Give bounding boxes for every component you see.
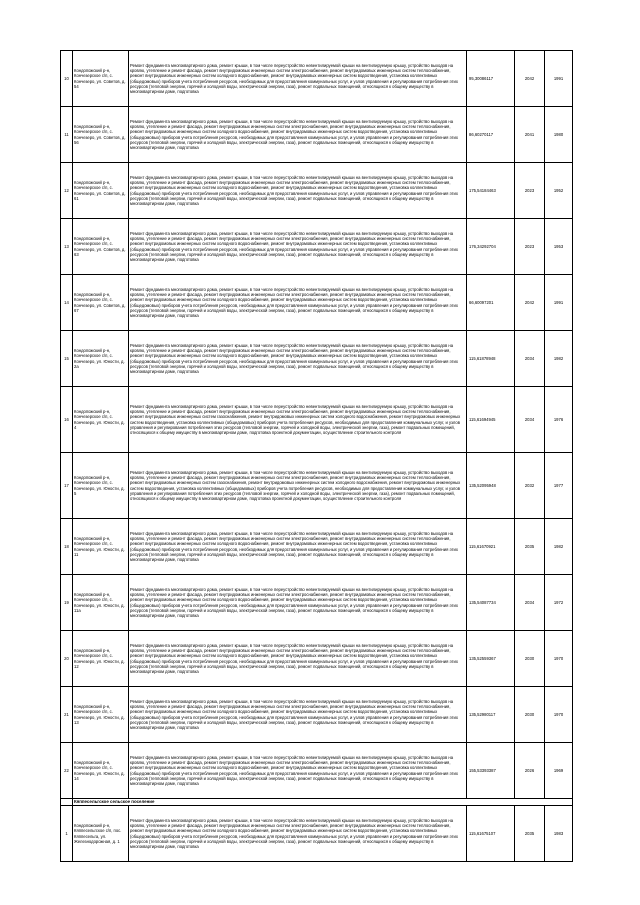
row-number: 11	[61, 107, 73, 163]
works-description-cell: Ремонт фундамента многоквартирного дома, ремонт крыши, в том числе переустройство невентилируемой крыши на вентилируемую крышу, устройство выходов на кровлю, утепление и ремонт фасада, ремонт внутридомовых инженерных систем электроснабжения, ремонт внутридомовых инженерных систем теплоснабжения, ремонт внутридомовых инженерных систем холодного водоснабжения, ремонт внутридомовых инженерных систем водоотведения, установка коллективных (общедомовых) приборов учета потребления ресурсов, необходимых для предоставления коммунальных услуг, и узлов управления и регулирования потребления этих ресурсов (тепловой энергии, горячей и холодной воды, электрической энергии, газа), ремонт подвальных помещений, относящихся к общему имуществу в многоквартирном доме, подготовка	[129, 519, 467, 575]
table-row	[61, 631, 573, 687]
works-description-cell: Ремонт фундамента многоквартирного дома, ремонт крыши, в том числе переустройство невентилируемой крыши на вентилируемую крышу, устройство выходов на кровлю, утепление и ремонт фасада, ремонт внутридомовых инженерных систем электроснабжения, ремонт внутридомовых инженерных систем теплоснабжения, ремонт внутридомовых инженерных систем газоснабжения, ремонт внутридомовых инженерных систем холодного водоснабжения, ремонт внутридомовых инженерных систем водоотведения, установка коллективных (общедомовых) приборов учета потребления ресурсов, необходимых для предоставления коммунальных услуг, и узлов управления и регулирования потребления этих ресурсов (тепловой энергии, горячей и холодной воды, электрической энергии, газа), ремонт подвальных помещений, относящихся к общему имуществу в многоквартирном доме, подготовка проектной документации, осуществление строительного контроля	[129, 387, 467, 453]
table-row	[61, 275, 573, 331]
cost-cell: 175,54184463	[467, 163, 515, 219]
cost-cell: 176,34292704	[467, 219, 515, 275]
cost-cell: 135,52980117	[467, 687, 515, 743]
address-cell: Кондопожский р-н, Кончезерское с/п, с. Кончезеро, ул. Юности, д. 11а	[73, 575, 129, 631]
row-number: 16	[61, 387, 73, 453]
built-year-cell: 1952	[545, 163, 573, 219]
cost-cell: 135,52095948	[467, 453, 515, 519]
address-cell: Кондопожский р-н, Кончезерское с/п, с. Кончезеро, ул. Юности, д. 13	[73, 687, 129, 743]
works-description-cell: Ремонт фундамента многоквартирного дома, ремонт крыши, в том числе переустройство невентилируемой крыши на вентилируемую крышу, устройство выходов на кровлю, утепление и ремонт фасада, ремонт внутридомовых инженерных систем электроснабжения, ремонт внутридомовых инженерных систем теплоснабжения, ремонт внутридомовых инженерных систем холодного водоснабжения, ремонт внутридомовых инженерных систем водоотведения, установка коллективных (общедомовых) приборов учета потребления ресурсов, необходимых для предоставления коммунальных услуг, и узлов управления и регулирования потребления этих ресурсов (тепловой энергии, горячей и холодной воды, электрической энергии, газа), ремонт подвальных помещений, относящихся к общему имуществу в многоквартирном доме, подготовка	[129, 163, 467, 219]
section-header-row	[61, 799, 573, 806]
planned-year-cell: 2023	[515, 219, 545, 275]
row-number: 12	[61, 163, 73, 219]
planned-year-cell: 2032	[515, 453, 545, 519]
address-cell: Кондопожский р-н, Кончезерское с/п, с. Кончезеро, ул. Юности, д. 2а	[73, 331, 129, 387]
cost-cell: 135,52559367	[467, 631, 515, 687]
cost-cell: 95,30086117	[467, 51, 515, 107]
works-description-cell: Ремонт фундамента многоквартирного дома, ремонт крыши, в том числе переустройство невентилируемой крыши на вентилируемую крышу, устройство выходов на кровлю, утепление и ремонт фасада, ремонт внутридомовых инженерных систем электроснабжения, ремонт внутридомовых инженерных систем теплоснабжения, ремонт внутридомовых инженерных систем холодного водоснабжения, ремонт внутридомовых инженерных систем водоотведения, установка коллективных (общедомовых) приборов учета потребления ресурсов, необходимых для предоставления коммунальных услуг, и узлов управления и регулирования потребления этих ресурсов (тепловой энергии, горячей и холодной воды, электрической энергии, газа), ремонт подвальных помещений, относящихся к общему имуществу в многоквартирном доме, подготовка	[129, 331, 467, 387]
row-number: 22	[61, 743, 73, 799]
works-description-cell: Ремонт фундамента многоквартирного дома, ремонт крыши, в том числе переустройство невентилируемой крыши на вентилируемую крышу, устройство выходов на кровлю, утепление и ремонт фасада, ремонт внутридомовых инженерных систем электроснабжения, ремонт внутридомовых инженерных систем теплоснабжения, ремонт внутридомовых инженерных систем холодного водоснабжения, ремонт внутридомовых инженерных систем водоотведения, установка коллективных (общедомовых) приборов учета потребления ресурсов, необходимых для предоставления коммунальных услуг, и узлов управления и регулирования потребления этих ресурсов (тепловой энергии, горячей и холодной воды, электрической энергии, газа), ремонт подвальных помещений, относящихся к общему имуществу в многоквартирном доме, подготовка	[129, 51, 467, 107]
row-number: 18	[61, 519, 73, 575]
table-body	[61, 51, 573, 862]
address-cell: Кондопожский р-н, Кяппесельгское с/п, пос. Кяппесельга, ул. Железнодорожная, д. 1	[73, 806, 129, 862]
capital-repair-table	[60, 50, 573, 862]
table-row	[61, 687, 573, 743]
built-year-cell: 1970	[545, 631, 573, 687]
address-cell: Кондопожский р-н, Кончезерское с/п, с. Кончезеро, ул. Юности, д. 12	[73, 631, 129, 687]
table-row	[61, 387, 573, 453]
planned-year-cell: 2026	[515, 743, 545, 799]
document-page	[60, 50, 572, 862]
section-header-spacer	[61, 799, 73, 806]
planned-year-cell: 2041	[515, 107, 545, 163]
planned-year-cell: 2034	[515, 387, 545, 453]
planned-year-cell: 2042	[515, 275, 545, 331]
planned-year-cell: 2042	[515, 51, 545, 107]
built-year-cell: 1982	[545, 331, 573, 387]
cost-cell: 115,61694945	[467, 387, 515, 453]
works-description-cell: Ремонт фундамента многоквартирного дома, ремонт крыши, в том числе переустройство невентилируемой крыши на вентилируемую крышу, устройство выходов на кровлю, утепление и ремонт фасада, ремонт внутридомовых инженерных систем электроснабжения, ремонт внутридомовых инженерных систем теплоснабжения, ремонт внутридомовых инженерных систем газоснабжения, ремонт внутридомовых инженерных систем холодного водоснабжения, ремонт внутридомовых инженерных систем водоотведения, установка коллективных (общедомовых) приборов учета потребления ресурсов, необходимых для предоставления коммунальных услуг, и узлов управления и регулирования потребления этих ресурсов (тепловой энергии, горячей и холодной воды, электрической энергии, газа), ремонт подвальных помещений, относящихся к общему имуществу в многоквартирном доме, подготовка проектной документации, осуществление строительного контроля	[129, 453, 467, 519]
table-row	[61, 219, 573, 275]
planned-year-cell: 2035	[515, 806, 545, 862]
cost-cell: 115,61675107	[467, 806, 515, 862]
section-title: Кяппесельгское сельское поселение	[73, 799, 573, 806]
cost-cell: 155,53393387	[467, 743, 515, 799]
built-year-cell: 1976	[545, 387, 573, 453]
table-row	[61, 51, 573, 107]
row-number: 19	[61, 575, 73, 631]
table-row	[61, 107, 573, 163]
address-cell: Кондопожский р-н, Кончезерское с/п, с. Кончезеро, ул. Советов, д. 61	[73, 163, 129, 219]
built-year-cell: 1991	[545, 275, 573, 331]
works-description-cell: Ремонт фундамента многоквартирного дома, ремонт крыши, в том числе переустройство невентилируемой крыши на вентилируемую крышу, устройство выходов на кровлю, утепление и ремонт фасада, ремонт внутридомовых инженерных систем электроснабжения, ремонт внутридомовых инженерных систем теплоснабжения, ремонт внутридомовых инженерных систем холодного водоснабжения, ремонт внутридомовых инженерных систем водоотведения, установка коллективных (общедомовых) приборов учета потребления ресурсов, необходимых для предоставления коммунальных услуг, и узлов управления и регулирования потребления этих ресурсов (тепловой энергии, горячей и холодной воды, электрической энергии, газа), ремонт подвальных помещений, относящихся к общему имуществу в многоквартирном доме, подготовка	[129, 107, 467, 163]
built-year-cell: 1980	[545, 107, 573, 163]
table-row	[61, 806, 573, 862]
built-year-cell: 1972	[545, 575, 573, 631]
row-number: 20	[61, 631, 73, 687]
built-year-cell: 1983	[545, 806, 573, 862]
address-cell: Кондопожский р-н, Кончезерское с/п, с. Кончезеро, ул. Юности, д. 4	[73, 387, 129, 453]
table-row	[61, 453, 573, 519]
table-row	[61, 331, 573, 387]
row-number: 21	[61, 687, 73, 743]
address-cell: Кондопожский р-н, Кончезерское с/п, с. Кончезеро, ул. Юности, д. 14	[73, 743, 129, 799]
built-year-cell: 1953	[545, 219, 573, 275]
planned-year-cell: 2030	[515, 687, 545, 743]
cost-cell: 115,61878948	[467, 331, 515, 387]
built-year-cell: 1970	[545, 687, 573, 743]
row-number: 15	[61, 331, 73, 387]
row-number: 17	[61, 453, 73, 519]
row-number: 1	[61, 806, 73, 862]
built-year-cell: 1991	[545, 51, 573, 107]
address-cell: Кондопожский р-н, Кончезерское с/п, с. Кончезеро, ул. Советов, д. 56	[73, 107, 129, 163]
planned-year-cell: 2034	[515, 575, 545, 631]
planned-year-cell: 2030	[515, 631, 545, 687]
built-year-cell: 1982	[545, 519, 573, 575]
table-row	[61, 743, 573, 799]
table-row	[61, 163, 573, 219]
row-number: 13	[61, 219, 73, 275]
works-description-cell: Ремонт фундамента многоквартирного дома, ремонт крыши, в том числе переустройство невентилируемой крыши на вентилируемую крышу, устройство выходов на кровлю, утепление и ремонт фасада, ремонт внутридомовых инженерных систем электроснабжения, ремонт внутридомовых инженерных систем теплоснабжения, ремонт внутридомовых инженерных систем холодного водоснабжения, ремонт внутридомовых инженерных систем водоотведения, установка коллективных (общедомовых) приборов учета потребления ресурсов, необходимых для предоставления коммунальных услуг, и узлов управления и регулирования потребления этих ресурсов (тепловой энергии, горячей и холодной воды, электрической энергии, газа), ремонт подвальных помещений, относящихся к общему имуществу в многоквартирном доме, подготовка	[129, 575, 467, 631]
works-description-cell: Ремонт фундамента многоквартирного дома, ремонт крыши, в том числе переустройство невентилируемой крыши на вентилируемую крышу, устройство выходов на кровлю, утепление и ремонт фасада, ремонт внутридомовых инженерных систем электроснабжения, ремонт внутридомовых инженерных систем теплоснабжения, ремонт внутридомовых инженерных систем холодного водоснабжения, ремонт внутридомовых инженерных систем водоотведения, установка коллективных (общедомовых) приборов учета потребления ресурсов, необходимых для предоставления коммунальных услуг, и узлов управления и регулирования потребления этих ресурсов (тепловой энергии, горячей и холодной воды, электрической энергии, газа), ремонт подвальных помещений, относящихся к общему имуществу в многоквартирном доме, подготовка	[129, 219, 467, 275]
row-number: 10	[61, 51, 73, 107]
cost-cell: 66,60097201	[467, 275, 515, 331]
address-cell: Кондопожский р-н, Кончезерское с/п, с. Кончезеро, ул. Советов, д. 67	[73, 275, 129, 331]
planned-year-cell: 2035	[515, 519, 545, 575]
built-year-cell: 1969	[545, 743, 573, 799]
built-year-cell: 1977	[545, 453, 573, 519]
cost-cell: 86,60270117	[467, 107, 515, 163]
address-cell: Кондопожский р-н, Кончезерское с/п, с. Кончезеро, ул. Юности, д. 5	[73, 453, 129, 519]
planned-year-cell: 2034	[515, 331, 545, 387]
table-row	[61, 575, 573, 631]
works-description-cell: Ремонт фундамента многоквартирного дома, ремонт крыши, в том числе переустройство невентилируемой крыши на вентилируемую крышу, устройство выходов на кровлю, утепление и ремонт фасада, ремонт внутридомовых инженерных систем электроснабжения, ремонт внутридомовых инженерных систем теплоснабжения, ремонт внутридомовых инженерных систем холодного водоснабжения, ремонт внутридомовых инженерных систем водоотведения, установка коллективных (общедомовых) приборов учета потребления ресурсов, необходимых для предоставления коммунальных услуг, и узлов управления и регулирования потребления этих ресурсов (тепловой энергии, горячей и холодной воды, электрической энергии, газа), ремонт подвальных помещений, относящихся к общему имуществу в многоквартирном доме, подготовка	[129, 743, 467, 799]
planned-year-cell: 2023	[515, 163, 545, 219]
table-row	[61, 519, 573, 575]
row-number: 14	[61, 275, 73, 331]
works-description-cell: Ремонт фундамента многоквартирного дома, ремонт крыши, в том числе переустройство невентилируемой крыши на вентилируемую крышу, устройство выходов на кровлю, утепление и ремонт фасада, ремонт внутридомовых инженерных систем электроснабжения, ремонт внутридомовых инженерных систем теплоснабжения, ремонт внутридомовых инженерных систем холодного водоснабжения, ремонт внутридомовых инженерных систем водоотведения, установка коллективных (общедомовых) приборов учета потребления ресурсов, необходимых для предоставления коммунальных услуг, и узлов управления и регулирования потребления этих ресурсов (тепловой энергии, горячей и холодной воды, электрической энергии, газа), ремонт подвальных помещений, относящихся к общему имуществу в многоквартирном доме, подготовка	[129, 687, 467, 743]
address-cell: Кондопожский р-н, Кончезерское с/п, с. Кончезеро, ул. Советов, д. 63	[73, 219, 129, 275]
works-description-cell: Ремонт фундамента многоквартирного дома, ремонт крыши, в том числе переустройство невентилируемой крыши на вентилируемую крышу, устройство выходов на кровлю, утепление и ремонт фасада, ремонт внутридомовых инженерных систем электроснабжения, ремонт внутридомовых инженерных систем теплоснабжения, ремонт внутридомовых инженерных систем холодного водоснабжения, ремонт внутридомовых инженерных систем водоотведения, установка коллективных (общедомовых) приборов учета потребления ресурсов, необходимых для предоставления коммунальных услуг, и узлов управления и регулирования потребления этих ресурсов (тепловой энергии, горячей и холодной воды, электрической энергии, газа), ремонт подвальных помещений, относящихся к общему имуществу в многоквартирном доме, подготовка	[129, 631, 467, 687]
works-description-cell: Ремонт фундамента многоквартирного дома, ремонт крыши, в том числе переустройство невентилируемой крыши на вентилируемую крышу, устройство выходов на кровлю, утепление и ремонт фасада, ремонт внутридомовых инженерных систем электроснабжения, ремонт внутридомовых инженерных систем теплоснабжения, ремонт внутридомовых инженерных систем холодного водоснабжения, ремонт внутридомовых инженерных систем водоотведения, установка коллективных (общедомовых) приборов учета потребления ресурсов, необходимых для предоставления коммунальных услуг, и узлов управления и регулирования потребления этих ресурсов (тепловой энергии, горячей и холодной воды, электрической энергии, газа), ремонт подвальных помещений, относящихся к общему имуществу в многоквартирном доме, подготовка	[129, 806, 467, 862]
address-cell: Кондопожский р-н, Кончезерское с/п, с. Кончезеро, ул. Советов, д. 54	[73, 51, 129, 107]
works-description-cell: Ремонт фундамента многоквартирного дома, ремонт крыши, в том числе переустройство невентилируемой крыши на вентилируемую крышу, устройство выходов на кровлю, утепление и ремонт фасада, ремонт внутридомовых инженерных систем электроснабжения, ремонт внутридомовых инженерных систем теплоснабжения, ремонт внутридомовых инженерных систем холодного водоснабжения, ремонт внутридомовых инженерных систем водоотведения, установка коллективных (общедомовых) приборов учета потребления ресурсов, необходимых для предоставления коммунальных услуг, и узлов управления и регулирования потребления этих ресурсов (тепловой энергии, горячей и холодной воды, электрической энергии, газа), ремонт подвальных помещений, относящихся к общему имуществу в многоквартирном доме, подготовка	[129, 275, 467, 331]
cost-cell: 115,61670921	[467, 519, 515, 575]
cost-cell: 135,54087734	[467, 575, 515, 631]
address-cell: Кондопожский р-н, Кончезерское с/п, с. Кончезеро, ул. Юности, д. 11	[73, 519, 129, 575]
